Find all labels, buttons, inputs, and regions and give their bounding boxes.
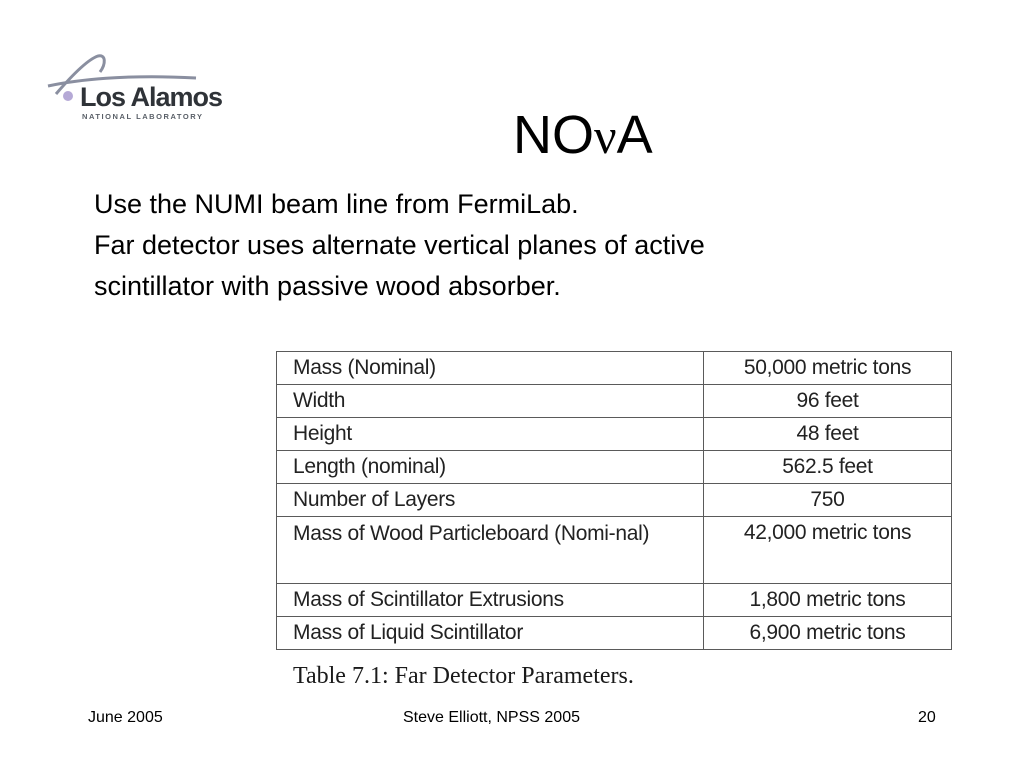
row-value: 48 feet [704, 418, 952, 451]
footer-page-number: 20 [918, 709, 936, 726]
footer-date: June 2005 [88, 709, 163, 726]
title-prefix: NO [513, 105, 594, 165]
row-value: 1,800 metric tons [704, 584, 952, 617]
row-value: 96 feet [704, 385, 952, 418]
los-alamos-logo [46, 50, 246, 126]
table-row [277, 418, 952, 451]
row-label: Height [277, 418, 704, 451]
footer-author: Steve Elliott, NPSS 2005 [403, 709, 580, 726]
row-value: 562.5 feet [704, 451, 952, 484]
table-row [277, 617, 952, 650]
table-row [277, 484, 952, 517]
row-value: 42,000 metric tons [704, 517, 952, 584]
slide-body [94, 184, 954, 307]
row-value: 50,000 metric tons [704, 352, 952, 385]
title-nu-symbol: ν [594, 108, 617, 164]
row-label: Mass of Scintillator Extrusions [277, 584, 704, 617]
table-row [277, 584, 952, 617]
row-value: 6,900 metric tons [704, 617, 952, 650]
table-row [277, 451, 952, 484]
logo-subtitle: NATIONAL LABORATORY [82, 112, 204, 121]
table-row [277, 517, 952, 584]
table-caption: Table 7.1: Far Detector Parameters. [293, 663, 634, 689]
table-row [277, 352, 952, 385]
title-suffix: A [616, 105, 653, 165]
row-label: Mass of Wood Particleboard (Nomi-nal) [277, 517, 704, 584]
row-label: Mass (Nominal) [277, 352, 704, 385]
row-label: Length (nominal) [277, 451, 704, 484]
row-label: Number of Layers [277, 484, 704, 517]
far-detector-table [276, 351, 952, 650]
row-value: 750 [704, 484, 952, 517]
row-label: Width [277, 385, 704, 418]
row-label: Mass of Liquid Scintillator [277, 617, 704, 650]
slide-title [513, 100, 653, 171]
body-line: Use the NUMI beam line from FermiLab. [94, 189, 579, 219]
table-row [277, 385, 952, 418]
logo-name: Los Alamos [80, 82, 223, 112]
body-line: Far detector uses alternate vertical planes of active [94, 230, 705, 260]
body-line: scintillator with passive wood absorber. [94, 271, 561, 301]
